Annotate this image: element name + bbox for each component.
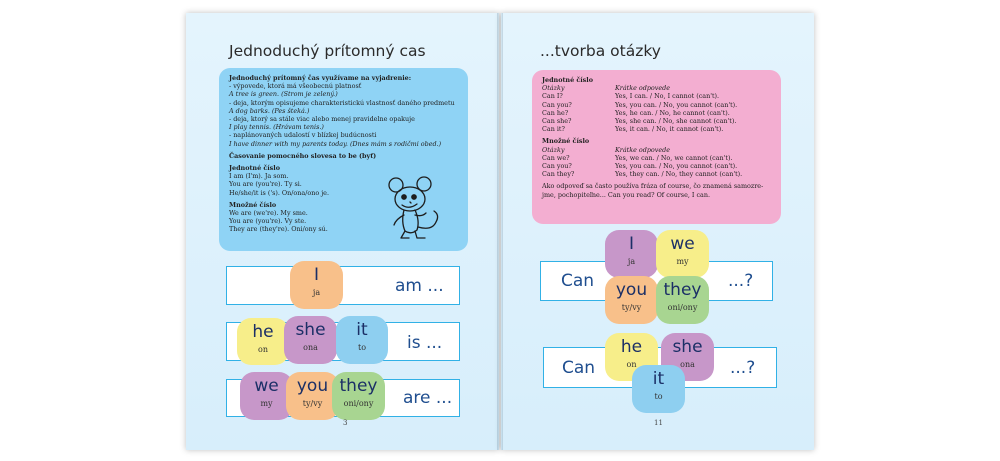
tile-translation: oni/ony	[343, 399, 374, 408]
strip-qmark-2: ...?	[730, 358, 756, 378]
question: Can you?	[542, 100, 572, 109]
strip-can-1: Can	[561, 271, 595, 291]
word-tile-i[interactable]	[605, 230, 658, 278]
question: Can you?	[542, 162, 572, 171]
qa-row	[542, 117, 771, 125]
example-line: A tree is green. (Strom je zelený.)	[229, 90, 338, 99]
tile-word: they	[663, 280, 702, 300]
conjugation-line: You are (you're). Ty si.	[229, 180, 302, 189]
tile-translation: my	[260, 399, 273, 408]
note-line: Ako odpoveď sa často používa fráza of course, čo znamená samozre-	[542, 182, 764, 191]
question: Can he?	[542, 108, 569, 117]
questions-label: Otázky	[542, 145, 565, 154]
qa-row	[542, 162, 771, 170]
tile-translation: ja	[627, 257, 636, 266]
mouse-cartoon-illustration	[384, 175, 446, 245]
tile-translation: ona	[303, 343, 318, 352]
word-tile-they[interactable]	[332, 372, 385, 420]
tile-translation: ona	[680, 360, 695, 369]
conjugation-line: We are (we're). My sme.	[229, 209, 308, 218]
tile-translation: on	[258, 345, 268, 354]
word-tile-it[interactable]	[632, 365, 685, 413]
question: Can they?	[542, 170, 575, 179]
strip-verb-is: is ...	[407, 333, 443, 353]
word-tile-i[interactable]	[290, 261, 343, 309]
example-line: I play tennis. (Hrávam tenis.)	[229, 123, 324, 132]
example-line: I have dinner with my parents today. (Dnes mám s rodičmi obed.)	[229, 139, 442, 148]
strip-qmark-1: ...?	[728, 271, 754, 291]
qa-row	[542, 125, 771, 133]
tile-word: I	[313, 265, 319, 285]
conjugation-line: They are (they're). Oni/ony sú.	[229, 225, 328, 234]
strip-can-2: Can	[562, 358, 596, 378]
answer: Yes, he can. / No, he cannot (can't).	[615, 108, 730, 117]
tile-word: you	[296, 376, 329, 396]
conjugation-line: He/she/it is ('s). On/ona/ono je.	[229, 188, 329, 197]
note-line: jme, pochopiteľne... Can you read? Of course, I can.	[542, 190, 711, 199]
answers-label: Krátke odpovede	[615, 84, 671, 93]
qa-row	[542, 170, 771, 178]
page-number: 11	[654, 419, 663, 427]
tile-translation: ty/vy	[621, 303, 642, 312]
tile-word: I	[628, 234, 634, 254]
tile-translation: oni/ony	[667, 303, 698, 312]
qa-row	[542, 109, 771, 117]
question: Can I?	[542, 92, 563, 101]
usage-line: - deja, ktorým opisujeme charakteristickú vlastnosť daného predmetu	[229, 98, 455, 107]
strip-verb-am: am ...	[395, 276, 444, 296]
question-info-box	[532, 70, 781, 224]
qa-row	[542, 101, 771, 109]
answer: Yes, you can. / No, you cannot (can't).	[615, 162, 738, 171]
question: Can it?	[542, 125, 565, 134]
answer: Yes, she can. / No, she cannot (can't).	[615, 117, 737, 126]
plural-heading: Množné číslo	[542, 137, 590, 146]
word-tile-it[interactable]	[336, 316, 388, 364]
column-labels	[542, 146, 771, 154]
example-line: A dog barks. (Pes šteká.)	[229, 106, 310, 115]
plural-heading: Množné číslo	[229, 200, 277, 209]
left-page-title: Jednoduchý prítomný cas	[229, 42, 426, 60]
tile-word: we	[670, 234, 695, 254]
book-spine	[497, 13, 503, 450]
answer: Yes, we can. / No, we cannot (can't).	[615, 153, 733, 162]
answer: Yes, they can. / No, they cannot (can't).	[615, 170, 743, 179]
tile-word: we	[254, 376, 279, 396]
word-tile-we[interactable]	[656, 230, 709, 278]
strip-verb-are: are ...	[403, 388, 453, 408]
question: Can we?	[542, 153, 570, 162]
right-page-title: ...tvorba otázky	[540, 42, 661, 60]
tile-word: she	[672, 337, 703, 357]
usage-line: - naplánovaných udalostí v blízkej budúcnosti	[229, 131, 377, 140]
answer: Yes, it can. / No, it cannot (can't).	[615, 125, 724, 134]
tile-translation: on	[626, 360, 637, 369]
word-tile-she[interactable]	[284, 316, 337, 364]
conjugation-line: You are (you're). Vy ste.	[229, 217, 307, 226]
conjugation-line: I am (I'm). Ja som.	[229, 172, 289, 181]
page-number: 3	[343, 419, 348, 427]
tile-word: you	[615, 280, 648, 300]
tile-word: he	[620, 337, 643, 357]
tile-word: she	[295, 320, 326, 340]
tile-translation: to	[654, 392, 663, 401]
qa-row	[542, 154, 771, 162]
answer: Yes, I can. / No, I cannot (can't).	[615, 92, 720, 101]
tile-translation: ja	[312, 288, 321, 297]
singular-heading: Jednotné číslo	[542, 76, 593, 84]
tile-word: he	[252, 322, 274, 342]
aux-heading: Časovanie pomocného slovesa to be (byť)	[229, 151, 377, 160]
column-labels	[542, 84, 771, 92]
questions-label: Otázky	[542, 84, 565, 93]
usage-line: - výpovede, ktorá má všeobecnú platnosť	[229, 82, 362, 91]
answers-label: Krátke odpovede	[615, 145, 671, 154]
word-tile-you[interactable]	[605, 276, 658, 324]
word-tile-he[interactable]	[237, 318, 289, 365]
question: Can she?	[542, 117, 572, 126]
tile-word: it	[652, 369, 665, 389]
tile-translation: ty/vy	[302, 399, 323, 408]
box-heading: Jednoduchý prítomný čas využívame na vyjadrenie:	[229, 74, 412, 82]
word-tile-they[interactable]	[656, 276, 709, 324]
qa-row	[542, 92, 771, 100]
singular-heading: Jednotné číslo	[229, 164, 280, 173]
tile-translation: my	[676, 257, 689, 266]
usage-line: - deja, ktorý sa stále viac alebo menej pravidelne opakuje	[229, 115, 415, 124]
tile-translation: to	[357, 343, 367, 352]
tile-word: it	[356, 320, 368, 340]
answer: Yes, you can. / No, you cannot (can't).	[615, 100, 738, 109]
tile-word: they	[339, 376, 378, 396]
